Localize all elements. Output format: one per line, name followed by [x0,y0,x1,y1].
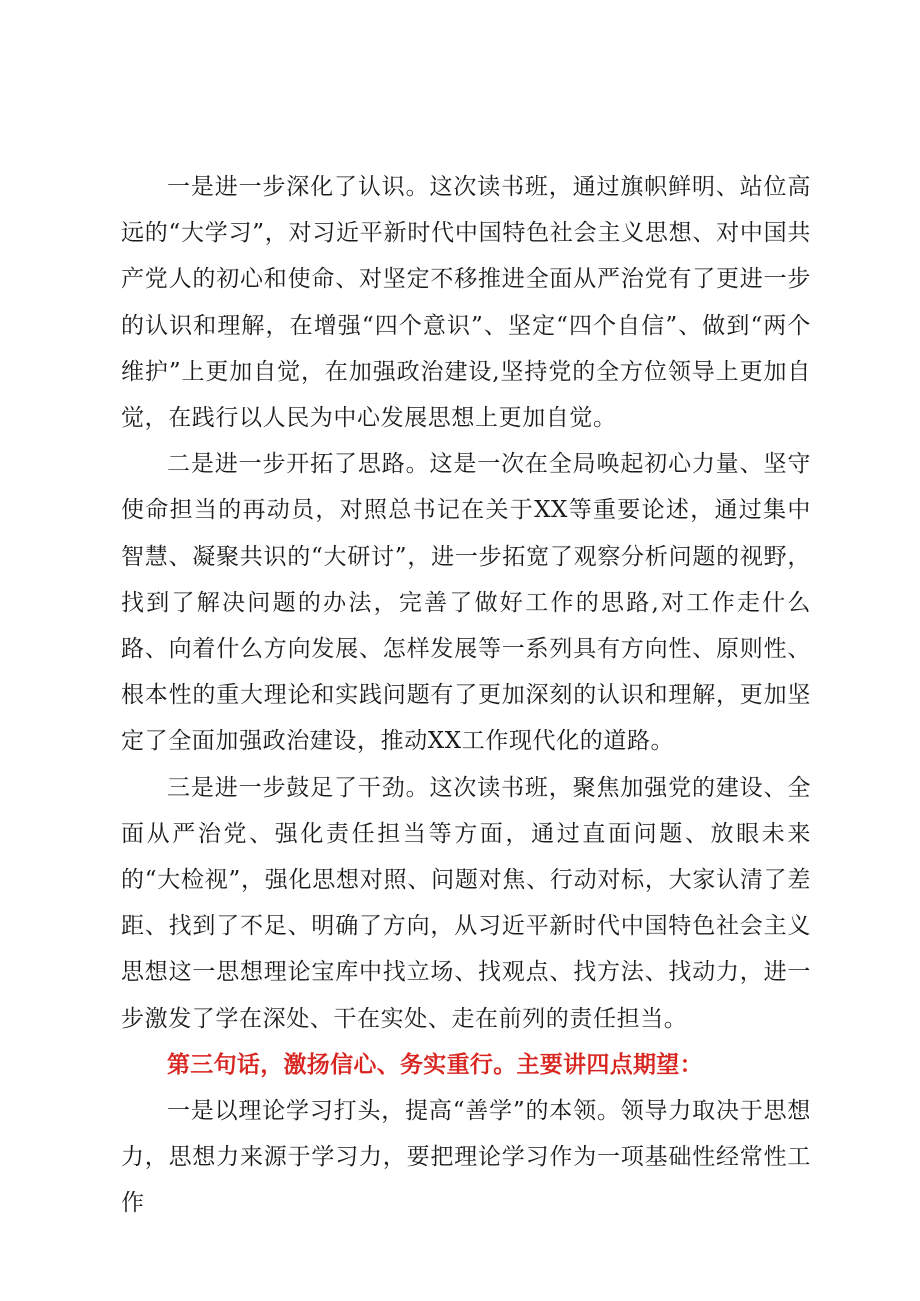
paragraph-boost-energy: 三是进一步鼓足了干劲。这次读书班，聚焦加强党的建设、全面从严治党、强化责任担当等方面，通过直面问题、放眼未来的“大检视”，强化思想对照、问题对焦、行动对标，大家认清了差距、找到了不足、明确了方向，从习近平新时代中国特色社会主义思想这一思想理论宝库中找立场、找观点、找方法、找动力，进一步激发了学在深处、干在实处、走在前列的责任担当。 [121,774,811,1032]
paragraph-deepen-understanding: 一是进一步深化了认识。这次读书班，通过旗帜鲜明、站位高远的“大学习”，对习近平新时代中国特色社会主义思想、对中国共产党人的初心和使命、对坚定不移推进全面从严治党有了更进一步的认识和理解，在增强“四个意识”、坚定“四个自信”、做到“两个维护”上更加自觉，在加强政治建设,坚持党的全方位领导上更加自觉，在践行以人民为中心发展思想上更加自觉。 [121,174,811,432]
document-body [121,164,811,1227]
paragraph-broaden-thinking: 二是进一步开拓了思路。这是一次在全局唤起初心力量、坚守使命担当的再动员，对照总书记在关于XX等重要论述，通过集中智慧、凝聚共识的“大研讨”，进一步拓宽了观察分析问题的视野，找到了解决问题的办法，完善了做好工作的思路,对工作走什么路、向着什么方向发展、怎样发展等一系列具有方向性、原则性、根本性的重大理论和实践问题有了更加深刻的认识和理解，更加坚定了全面加强政治建设，推动XX工作现代化的道路。 [121,451,811,755]
section-heading-third-sentence: 第三句话，激扬信心、务实重行。主要讲四点期望： [167,1051,703,1078]
paragraph-theory-study: 一是以理论学习打头，提高“善学”的本领。领导力取决于思想力，思想力来源于学习力，要把理论学习作为一项基础性经常性工作 [121,1098,811,1217]
